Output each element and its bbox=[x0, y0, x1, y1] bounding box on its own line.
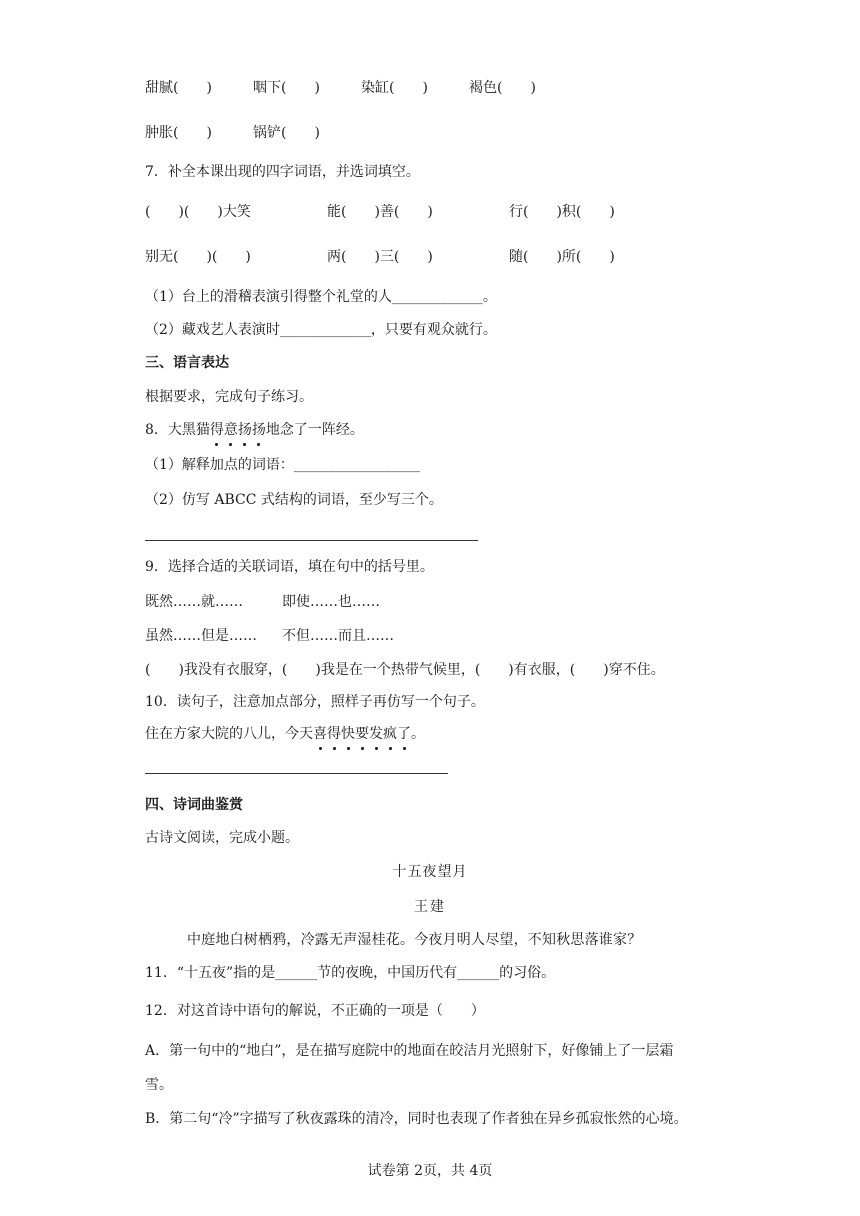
dotted-char: 得 bbox=[327, 726, 341, 742]
q9-option: 不但……而且…… bbox=[282, 628, 394, 644]
q7-idiom: 能( )善( ) bbox=[327, 204, 433, 220]
page-footer: 试卷第 2页，共 4页 bbox=[367, 1163, 493, 1179]
poem-text: 中庭地白树栖鸦，冷露无声湿桂花。今夜月明人尽望，不知秋思落谁家？ bbox=[187, 932, 642, 948]
q8-sentence bbox=[145, 420, 364, 440]
dotted-char: 了 bbox=[397, 726, 411, 742]
q9-option: 虽然……但是…… bbox=[145, 628, 257, 644]
q6-item: 咽下( ) bbox=[253, 80, 320, 96]
q10-post: 。 bbox=[411, 726, 425, 742]
dotted-char: 扬 bbox=[251, 422, 266, 438]
q8-pre: 8．大黑猫 bbox=[145, 422, 210, 438]
q10-title: 10．读句子，注意加点部分，照样子再仿写一个句子。 bbox=[145, 694, 485, 710]
q11: 11．“十五夜”指的是______节的夜晚，中国历代有______的习俗。 bbox=[145, 965, 556, 981]
dotted-char: 要 bbox=[355, 726, 369, 742]
q7-sentence-1: （1）台上的滑稽表演引得整个礼堂的人_____________。 bbox=[145, 289, 497, 305]
poem-title: 十五夜望月 bbox=[392, 864, 468, 880]
dotted-char: 扬 bbox=[237, 422, 252, 438]
q7-title: 7．补全本课出现的四字词语，并选词填空。 bbox=[145, 164, 420, 180]
q6-item: 肿胀( ) bbox=[145, 125, 212, 141]
q7-idiom: 别无( )( ) bbox=[145, 249, 251, 265]
section-4-title: 四、诗词曲鉴赏 bbox=[145, 797, 243, 813]
dotted-char: 喜 bbox=[313, 726, 327, 742]
answer-line bbox=[145, 773, 448, 774]
q8-part-1: （1）解释加点的词语：__________________ bbox=[145, 457, 420, 473]
dotted-char: 发 bbox=[369, 726, 383, 742]
q9-option: 即使……也…… bbox=[282, 594, 380, 610]
q7-idiom: 随( )所( ) bbox=[509, 249, 615, 265]
dotted-char: 得 bbox=[209, 422, 224, 438]
q7-idiom: 两( )三( ) bbox=[327, 249, 433, 265]
section-4-intro: 古诗文阅读，完成小题。 bbox=[145, 830, 299, 846]
q9-option: 既然……就…… bbox=[145, 594, 243, 610]
section-3-title: 三、语言表达 bbox=[145, 355, 229, 371]
q12-option-b: B．第二句“冷”字描写了秋夜露珠的清冷，同时也表现了作者独在异乡孤寂怅然的心境。 bbox=[145, 1111, 688, 1127]
q6-item: 染缸( ) bbox=[361, 80, 428, 96]
q7-sentence-2: （2）藏戏艺人表演时_____________，只要有观众就行。 bbox=[145, 322, 497, 338]
q8-part-2: （2）仿写 ABCC 式结构的词语，至少写三个。 bbox=[145, 492, 443, 508]
section-3-intro: 根据要求，完成句子练习。 bbox=[145, 389, 313, 405]
q6-item: 锅铲( ) bbox=[253, 125, 320, 141]
q8-post: 地念了一阵经。 bbox=[265, 422, 364, 438]
q12-option-a-cont: 雪。 bbox=[145, 1077, 173, 1093]
dotted-char: 快 bbox=[341, 726, 355, 742]
dotted-char: 疯 bbox=[383, 726, 397, 742]
q12-option-a: A．第一句中的“地白”，是在描写庭院中的地面在皎洁月光照射下，好像铺上了一层霜 bbox=[145, 1043, 674, 1059]
q7-idiom: ( )( )大笑 bbox=[145, 204, 251, 220]
q9-sentence: ( )我没有衣服穿，( )我是在一个热带气候里，( )有衣服，( )穿不住。 bbox=[145, 662, 665, 678]
q10-sentence bbox=[145, 724, 425, 744]
poem-author: 王建 bbox=[414, 899, 446, 915]
q6-item: 褐色( ) bbox=[469, 80, 536, 96]
answer-line bbox=[145, 540, 478, 541]
q12-title: 12．对这首诗中语句的解说，不正确的一项是（ ） bbox=[145, 1003, 485, 1019]
q7-idiom: 行( )积( ) bbox=[509, 204, 615, 220]
q9-title: 9．选择合适的关联词语，填在句中的括号里。 bbox=[145, 559, 434, 575]
q10-pre: 住在方家大院的八儿，今天 bbox=[145, 726, 313, 742]
q6-item: 甜腻( ) bbox=[145, 80, 212, 96]
dotted-char: 意 bbox=[223, 422, 238, 438]
